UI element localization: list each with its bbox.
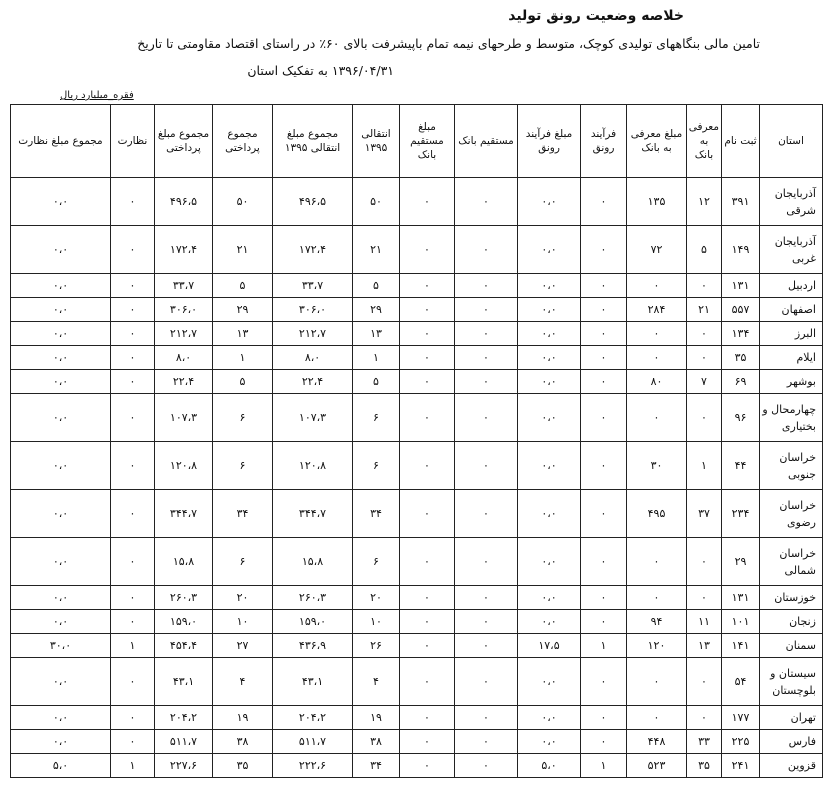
value-cell: ۰: [687, 394, 722, 442]
table-row: [11, 538, 823, 586]
value-cell: ۰: [111, 298, 155, 322]
value-cell: ۴۹۶،۵: [273, 178, 353, 226]
value-cell: ۰: [627, 322, 687, 346]
value-cell: ۱۳: [213, 322, 273, 346]
value-cell: ۵،۰: [11, 754, 111, 778]
value-cell: ۲۹: [213, 298, 273, 322]
value-cell: ۰،۰: [518, 274, 581, 298]
value-cell: ۲۴۱: [722, 754, 760, 778]
value-cell: ۵۱۱،۷: [155, 730, 213, 754]
value-cell: ۲۷: [213, 634, 273, 658]
value-cell: ۳۴۴،۷: [273, 490, 353, 538]
value-cell: ۰: [400, 274, 455, 298]
value-cell: ۳۵: [722, 346, 760, 370]
value-cell: ۰،۰: [518, 538, 581, 586]
value-cell: ۰: [455, 370, 518, 394]
column-header: معرفی به بانک: [687, 105, 722, 178]
value-cell: ۰: [400, 322, 455, 346]
value-cell: ۰،۰: [11, 658, 111, 706]
value-cell: ۰: [581, 730, 627, 754]
value-cell: ۰: [455, 754, 518, 778]
value-cell: ۰،۰: [11, 610, 111, 634]
value-cell: ۰،۰: [518, 346, 581, 370]
value-cell: ۱۲۰،۸: [273, 442, 353, 490]
value-cell: ۰: [455, 226, 518, 274]
value-cell: ۰: [687, 274, 722, 298]
province-cell: قزوین: [760, 754, 823, 778]
value-cell: ۰: [455, 346, 518, 370]
value-cell: ۵۰: [213, 178, 273, 226]
value-cell: ۴: [353, 658, 400, 706]
value-cell: ۰: [455, 178, 518, 226]
column-header: نظارت: [111, 105, 155, 178]
province-cell: آذربایجان غربی: [760, 226, 823, 274]
value-cell: ۰: [581, 298, 627, 322]
value-cell: ۸،۰: [273, 346, 353, 370]
value-cell: ۶: [353, 538, 400, 586]
value-cell: ۰: [687, 322, 722, 346]
value-cell: ۹۶: [722, 394, 760, 442]
table-row: [11, 442, 823, 490]
value-cell: ۱۰: [213, 610, 273, 634]
value-cell: ۰،۰: [11, 274, 111, 298]
value-cell: ۴: [213, 658, 273, 706]
value-cell: ۰،۰: [11, 490, 111, 538]
document-subtitle-date: ۱۳۹۶/۰۴/۳۱ به تفکیک استان: [247, 63, 394, 78]
value-cell: ۰: [581, 658, 627, 706]
column-header: مجموع پرداختی: [213, 105, 273, 178]
value-cell: ۱: [213, 346, 273, 370]
value-cell: ۵: [353, 274, 400, 298]
province-cell: ایلام: [760, 346, 823, 370]
value-cell: ۰،۰: [518, 730, 581, 754]
value-cell: ۰: [581, 442, 627, 490]
value-cell: ۱۰۷،۳: [273, 394, 353, 442]
value-cell: ۱۵،۸: [155, 538, 213, 586]
value-cell: ۰: [400, 178, 455, 226]
table-header-row: [11, 105, 823, 178]
column-header: مستقیم بانک: [455, 105, 518, 178]
value-cell: ۰: [627, 658, 687, 706]
value-cell: ۰: [111, 490, 155, 538]
value-cell: ۱۴۹: [722, 226, 760, 274]
value-cell: ۰،۰: [518, 394, 581, 442]
value-cell: ۰،۰: [11, 226, 111, 274]
table-body: [11, 178, 823, 778]
value-cell: ۴۴: [722, 442, 760, 490]
value-cell: ۰: [111, 394, 155, 442]
value-cell: ۰،۰: [11, 370, 111, 394]
value-cell: ۰: [581, 610, 627, 634]
value-cell: ۳۳،۷: [273, 274, 353, 298]
value-cell: ۳۴: [353, 490, 400, 538]
value-cell: ۱۷۲،۴: [155, 226, 213, 274]
value-cell: ۶: [353, 442, 400, 490]
value-cell: ۶: [213, 538, 273, 586]
value-cell: ۰: [581, 226, 627, 274]
value-cell: ۳۴: [213, 490, 273, 538]
column-header: مجموع مبلغ پرداختی: [155, 105, 213, 178]
value-cell: ۲۲،۴: [273, 370, 353, 394]
table-row: [11, 754, 823, 778]
value-cell: ۱۳۱: [722, 586, 760, 610]
table-row: [11, 322, 823, 346]
province-cell: البرز: [760, 322, 823, 346]
value-cell: ۰: [687, 538, 722, 586]
value-cell: ۱۲۰: [627, 634, 687, 658]
value-cell: ۰: [111, 706, 155, 730]
value-cell: ۰: [400, 346, 455, 370]
table-row: [11, 394, 823, 442]
value-cell: ۰: [111, 442, 155, 490]
table-row: [11, 706, 823, 730]
value-cell: ۸،۰: [155, 346, 213, 370]
value-cell: ۶۹: [722, 370, 760, 394]
value-cell: ۰،۰: [11, 394, 111, 442]
table-row: [11, 178, 823, 226]
value-cell: ۴۵۴،۴: [155, 634, 213, 658]
value-cell: ۰: [400, 658, 455, 706]
value-cell: ۱۵۹،۰: [273, 610, 353, 634]
value-cell: ۲۱: [353, 226, 400, 274]
value-cell: ۲۲۵: [722, 730, 760, 754]
document-subtitle: تامین مالی بنگاههای تولیدی کوچک، متوسط و طرحهای نیمه تمام باپیشرفت بالای ۶۰٪ در راستای اقتصاد مقاومتی تا تاریخ: [137, 36, 760, 51]
value-cell: ۰،۰: [11, 706, 111, 730]
province-cell: زنجان: [760, 610, 823, 634]
value-cell: ۰: [455, 610, 518, 634]
document-title: خلاصه وضعیت رونق تولید: [508, 8, 684, 24]
value-cell: ۰: [111, 322, 155, 346]
value-cell: ۶: [353, 394, 400, 442]
province-cell: اردبیل: [760, 274, 823, 298]
value-cell: ۹۴: [627, 610, 687, 634]
value-cell: ۰،۰: [11, 538, 111, 586]
value-cell: ۵: [353, 370, 400, 394]
value-cell: ۰: [455, 298, 518, 322]
column-header: انتقالی ۱۳۹۵: [353, 105, 400, 178]
value-cell: ۱: [581, 754, 627, 778]
value-cell: ۰: [400, 610, 455, 634]
value-cell: ۰: [581, 322, 627, 346]
value-cell: ۲۰: [213, 586, 273, 610]
value-cell: ۰: [111, 658, 155, 706]
province-cell: خراسان شمالی: [760, 538, 823, 586]
value-cell: ۰: [627, 346, 687, 370]
value-cell: ۱۴۱: [722, 634, 760, 658]
value-cell: ۲۰۴،۲: [155, 706, 213, 730]
value-cell: ۰،۰: [11, 586, 111, 610]
value-cell: ۸۰: [627, 370, 687, 394]
value-cell: ۰: [581, 586, 627, 610]
value-cell: ۰: [111, 274, 155, 298]
value-cell: ۰: [400, 394, 455, 442]
value-cell: ۷: [687, 370, 722, 394]
value-cell: ۰: [455, 658, 518, 706]
value-cell: ۰: [111, 370, 155, 394]
value-cell: ۲۱: [687, 298, 722, 322]
value-cell: ۰: [111, 346, 155, 370]
value-cell: ۰: [627, 394, 687, 442]
value-cell: ۰: [400, 706, 455, 730]
value-cell: ۱۳: [687, 634, 722, 658]
province-cell: چهارمحال و بختیاری: [760, 394, 823, 442]
value-cell: ۰: [581, 706, 627, 730]
value-cell: ۵،۰: [518, 754, 581, 778]
value-cell: ۱۰: [353, 610, 400, 634]
value-cell: ۰: [581, 274, 627, 298]
value-cell: ۲۲،۴: [155, 370, 213, 394]
value-cell: ۳۰،۰: [11, 634, 111, 658]
value-cell: ۰: [627, 706, 687, 730]
province-cell: خراسان جنوبی: [760, 442, 823, 490]
value-cell: ۳۴۴،۷: [155, 490, 213, 538]
value-cell: ۱۰۱: [722, 610, 760, 634]
value-cell: ۰: [455, 586, 518, 610]
value-cell: ۳۷: [687, 490, 722, 538]
table-row: [11, 610, 823, 634]
value-cell: ۰: [111, 226, 155, 274]
value-cell: ۰،۰: [11, 322, 111, 346]
value-cell: ۲۱: [213, 226, 273, 274]
value-cell: ۰: [581, 538, 627, 586]
value-cell: ۴۳۶،۹: [273, 634, 353, 658]
value-cell: ۲۰: [353, 586, 400, 610]
value-cell: ۳۰: [627, 442, 687, 490]
value-cell: ۲۲۷،۶: [155, 754, 213, 778]
value-cell: ۲۳۴: [722, 490, 760, 538]
value-cell: ۱: [111, 754, 155, 778]
value-cell: ۵: [213, 370, 273, 394]
table-row: [11, 370, 823, 394]
value-cell: ۱۳۱: [722, 274, 760, 298]
province-cell: اصفهان: [760, 298, 823, 322]
value-cell: ۰،۰: [518, 178, 581, 226]
table-row: [11, 634, 823, 658]
value-cell: ۰: [455, 730, 518, 754]
value-cell: ۰: [455, 322, 518, 346]
value-cell: ۰: [687, 658, 722, 706]
value-cell: ۳۵: [687, 754, 722, 778]
value-cell: ۳۳،۷: [155, 274, 213, 298]
value-cell: ۱: [353, 346, 400, 370]
value-cell: ۱۳۵: [627, 178, 687, 226]
value-cell: ۳۰۶،۰: [155, 298, 213, 322]
value-cell: ۰: [627, 538, 687, 586]
value-cell: ۰: [400, 298, 455, 322]
value-cell: ۲۶۰،۳: [155, 586, 213, 610]
value-cell: ۱۱: [687, 610, 722, 634]
value-cell: ۰: [581, 370, 627, 394]
value-cell: ۲۱۲،۷: [155, 322, 213, 346]
value-cell: ۰: [455, 538, 518, 586]
value-cell: ۰،۰: [518, 490, 581, 538]
column-header: مجموع مبلغ انتقالی ۱۳۹۵: [273, 105, 353, 178]
value-cell: ۲۰۴،۲: [273, 706, 353, 730]
value-cell: ۲۸۴: [627, 298, 687, 322]
value-cell: ۱۲۰،۸: [155, 442, 213, 490]
value-cell: ۰،۰: [518, 322, 581, 346]
value-cell: ۱۲: [687, 178, 722, 226]
value-cell: ۰،۰: [11, 178, 111, 226]
value-cell: ۲۱۲،۷: [273, 322, 353, 346]
province-cell: خوزستان: [760, 586, 823, 610]
value-cell: ۰: [455, 442, 518, 490]
value-cell: ۰: [581, 346, 627, 370]
value-cell: ۰: [111, 730, 155, 754]
value-cell: ۰: [400, 634, 455, 658]
value-cell: ۰،۰: [518, 658, 581, 706]
province-cell: آذربایجان شرقی: [760, 178, 823, 226]
value-cell: ۶: [213, 442, 273, 490]
column-header: مبلغ معرفی به بانک: [627, 105, 687, 178]
value-cell: ۵۰: [353, 178, 400, 226]
value-cell: ۱: [111, 634, 155, 658]
table-row: [11, 226, 823, 274]
value-cell: ۰: [400, 586, 455, 610]
value-cell: ۰: [400, 226, 455, 274]
value-cell: ۳۴: [353, 754, 400, 778]
value-cell: ۱: [687, 442, 722, 490]
value-cell: ۰: [627, 586, 687, 610]
value-cell: ۰،۰: [11, 346, 111, 370]
value-cell: ۰،۰: [518, 586, 581, 610]
value-cell: ۰،۰: [518, 610, 581, 634]
value-cell: ۰: [455, 394, 518, 442]
value-cell: ۵۵۷: [722, 298, 760, 322]
value-cell: ۳۰۶،۰: [273, 298, 353, 322]
value-cell: ۰: [455, 274, 518, 298]
column-header: مبلغ فرآیند رونق: [518, 105, 581, 178]
value-cell: ۱۹: [353, 706, 400, 730]
value-cell: ۰،۰: [518, 442, 581, 490]
value-cell: ۱۷،۵: [518, 634, 581, 658]
value-cell: ۱: [581, 634, 627, 658]
value-cell: ۵: [687, 226, 722, 274]
value-cell: ۱۵،۸: [273, 538, 353, 586]
table-row: [11, 586, 823, 610]
value-cell: ۰: [111, 178, 155, 226]
value-cell: ۳۸: [353, 730, 400, 754]
column-header: مبلغ مستقیم بانک: [400, 105, 455, 178]
value-cell: ۵۲۳: [627, 754, 687, 778]
table-row: [11, 274, 823, 298]
value-cell: ۱۷۷: [722, 706, 760, 730]
value-cell: ۴۳،۱: [155, 658, 213, 706]
value-cell: ۲۹: [353, 298, 400, 322]
value-cell: ۴۴۸: [627, 730, 687, 754]
value-cell: ۰،۰: [11, 730, 111, 754]
table-row: [11, 730, 823, 754]
value-cell: ۵۱۱،۷: [273, 730, 353, 754]
value-cell: ۱۳۴: [722, 322, 760, 346]
value-cell: ۲۹: [722, 538, 760, 586]
value-cell: ۰: [687, 586, 722, 610]
value-cell: ۰،۰: [11, 442, 111, 490]
province-cell: تهران: [760, 706, 823, 730]
province-cell: فارس: [760, 730, 823, 754]
value-cell: ۰: [455, 490, 518, 538]
value-cell: ۴۹۶،۵: [155, 178, 213, 226]
value-cell: ۰: [581, 394, 627, 442]
value-cell: ۰،۰: [518, 706, 581, 730]
value-cell: ۱۰۷،۳: [155, 394, 213, 442]
value-cell: ۰: [400, 538, 455, 586]
value-cell: ۳۹۱: [722, 178, 760, 226]
province-table: [10, 104, 823, 778]
value-cell: ۳۵: [213, 754, 273, 778]
value-cell: ۱۹: [213, 706, 273, 730]
value-cell: ۰: [400, 442, 455, 490]
value-cell: ۷۲: [627, 226, 687, 274]
value-cell: ۰،۰: [518, 298, 581, 322]
value-cell: ۰: [400, 754, 455, 778]
province-cell: سیستان و بلوچستان: [760, 658, 823, 706]
province-cell: خراسان رضوی: [760, 490, 823, 538]
value-cell: ۰: [111, 586, 155, 610]
province-cell: بوشهر: [760, 370, 823, 394]
table-row: [11, 658, 823, 706]
value-cell: ۰،۰: [518, 226, 581, 274]
value-cell: ۰: [400, 370, 455, 394]
unit-note: فقره_میلیارد ریال: [60, 90, 134, 101]
value-cell: ۰،۰: [518, 370, 581, 394]
province-cell: سمنان: [760, 634, 823, 658]
value-cell: ۲۲۲،۶: [273, 754, 353, 778]
value-cell: ۶: [213, 394, 273, 442]
column-header: استان: [760, 105, 823, 178]
value-cell: ۰: [455, 706, 518, 730]
value-cell: ۰: [400, 730, 455, 754]
value-cell: ۰: [455, 634, 518, 658]
table-row: [11, 490, 823, 538]
value-cell: ۰: [687, 706, 722, 730]
value-cell: ۴۹۵: [627, 490, 687, 538]
value-cell: ۲۶۰،۳: [273, 586, 353, 610]
value-cell: ۴۳،۱: [273, 658, 353, 706]
column-header: مجموع مبلغ نظارت: [11, 105, 111, 178]
value-cell: ۰: [581, 178, 627, 226]
table-row: [11, 298, 823, 322]
value-cell: ۰: [687, 346, 722, 370]
value-cell: ۰: [581, 490, 627, 538]
value-cell: ۰: [111, 610, 155, 634]
value-cell: ۵: [213, 274, 273, 298]
value-cell: ۳۸: [213, 730, 273, 754]
column-header: ثبت نام: [722, 105, 760, 178]
value-cell: ۱۷۲،۴: [273, 226, 353, 274]
value-cell: ۰: [111, 538, 155, 586]
value-cell: ۳۳: [687, 730, 722, 754]
value-cell: ۰،۰: [11, 298, 111, 322]
value-cell: ۲۶: [353, 634, 400, 658]
table-row: [11, 346, 823, 370]
value-cell: ۰: [627, 274, 687, 298]
column-header: فرآیند رونق: [581, 105, 627, 178]
value-cell: ۰: [400, 490, 455, 538]
value-cell: ۱۵۹،۰: [155, 610, 213, 634]
value-cell: ۵۴: [722, 658, 760, 706]
value-cell: ۱۳: [353, 322, 400, 346]
